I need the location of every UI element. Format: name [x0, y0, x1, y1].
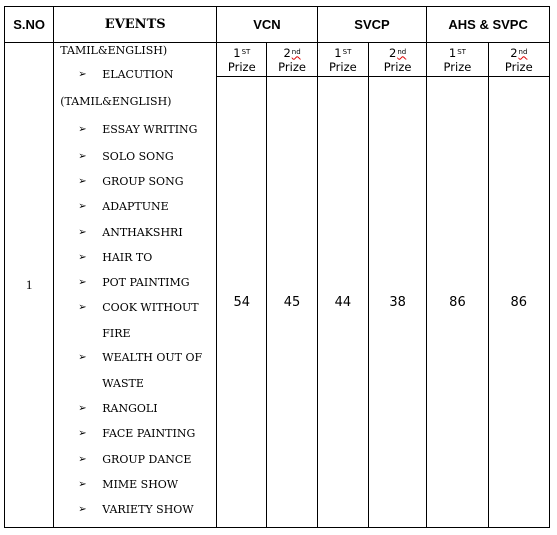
event-item-label: ADAPTUNE: [102, 200, 169, 213]
arrow-bullet-icon: ➢: [78, 124, 87, 135]
sno-cell: 1: [5, 43, 54, 528]
value-vcn-2nd: 45: [267, 77, 317, 528]
prize-header-svcp-1: 1ST Prize: [317, 43, 368, 77]
header-vcn: VCN: [217, 7, 318, 43]
arrow-bullet-icon: ➢: [78, 176, 87, 187]
event-item-label: WASTE: [102, 377, 144, 390]
prize-row: [5, 43, 550, 77]
arrow-bullet-icon: ➢: [78, 428, 87, 439]
value-svcp-1st: 44: [317, 77, 368, 528]
arrow-bullet-icon: ➢: [78, 252, 87, 263]
header-svcp: SVCP: [317, 7, 427, 43]
arrow-bullet-icon: ➢: [78, 277, 87, 288]
event-item-label: MIME SHOW: [102, 478, 179, 491]
value-svcp-2nd: 38: [368, 77, 426, 528]
arrow-bullet-icon: ➢: [78, 403, 87, 414]
value-ahs-1st: 86: [427, 77, 488, 528]
event-item-label: SOLO SONG: [102, 150, 174, 163]
event-fragment: TAMIL&ENGLISH): [60, 44, 168, 57]
events-list: [54, 43, 216, 527]
event-item-label: ESSAY WRITING: [102, 123, 198, 136]
arrow-bullet-icon: ➢: [78, 454, 87, 465]
arrow-bullet-icon: ➢: [78, 69, 87, 80]
event-note: (TAMIL&ENGLISH): [60, 95, 172, 108]
event-item-label: HAIR TO: [102, 251, 153, 264]
event-item-label: WEALTH OUT OF: [102, 351, 203, 364]
arrow-bullet-icon: ➢: [78, 201, 87, 212]
arrow-bullet-icon: ➢: [78, 302, 87, 313]
event-item-label: COOK WITHOUT: [102, 301, 199, 314]
header-ahs-svpc: AHS & SVPC: [427, 7, 550, 43]
event-item-label: FIRE: [102, 327, 131, 340]
arrow-bullet-icon: ➢: [78, 151, 87, 162]
prize-header-vcn-1: 1ST Prize: [217, 43, 267, 77]
event-item-label: VARIETY SHOW: [102, 503, 194, 516]
arrow-bullet-icon: ➢: [78, 504, 87, 515]
value-ahs-2nd: 86: [488, 77, 549, 528]
event-item-label: GROUP DANCE: [102, 453, 192, 466]
event-item-label: RANGOLI: [102, 402, 158, 415]
event-item-label: POT PAINTIMG: [102, 276, 190, 289]
arrow-bullet-icon: ➢: [78, 479, 87, 490]
event-item-label: FACE PAINTING: [102, 427, 196, 440]
header-row: [5, 7, 550, 43]
prize-header-ahs-2: 2nd Prize: [488, 43, 549, 77]
events-cell: [54, 43, 217, 528]
value-vcn-1st: 54: [217, 77, 267, 528]
prize-header-svcp-2: 2nd Prize: [368, 43, 426, 77]
arrow-bullet-icon: ➢: [78, 352, 87, 363]
arrow-bullet-icon: ➢: [78, 227, 87, 238]
prize-table: [4, 6, 550, 528]
prize-header-vcn-2: 2nd Prize: [267, 43, 317, 77]
event-item-label: ANTHAKSHRI: [102, 226, 183, 239]
event-item-label: ELACUTION: [102, 68, 174, 81]
prize-header-ahs-1: 1ST Prize: [427, 43, 488, 77]
header-sno: S.NO: [5, 7, 54, 43]
header-events: EVENTS: [54, 7, 217, 43]
event-item-label: GROUP SONG: [102, 175, 184, 188]
